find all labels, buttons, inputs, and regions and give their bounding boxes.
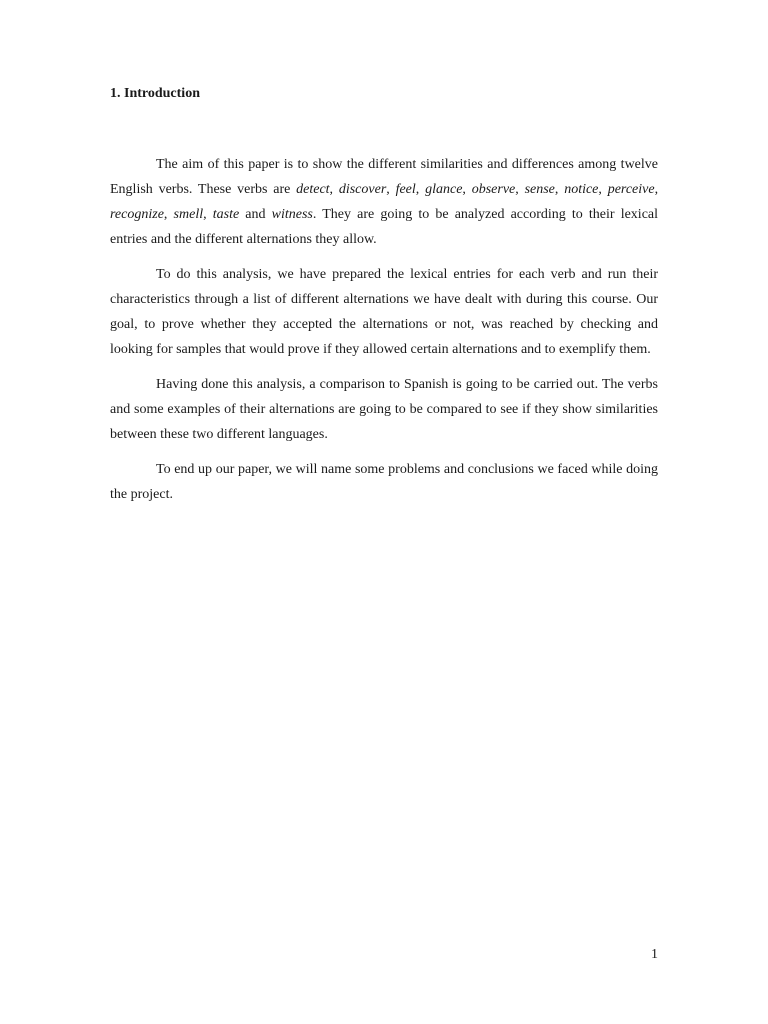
verb-feel: feel [395, 182, 416, 197]
verb-glance: glance [425, 182, 463, 197]
paragraph-1 [110, 152, 658, 252]
separator: , [554, 182, 565, 197]
body-text [110, 152, 658, 517]
paragraph-2: To do this analysis, we have prepared the lexical entries for each verb and run their characteristics through a list of different alternations we have dealt with during this course. Our goal, to prove whether they accepted the alternations or not, was reached by checking and looking for samples that would prove if they allowed certain alternations and to exemplify them. [110, 267, 658, 357]
verb-observe: observe [471, 182, 516, 197]
separator: , [598, 182, 608, 197]
separator: , [386, 182, 396, 197]
separator: , [462, 182, 472, 197]
separator: , [415, 182, 426, 197]
paragraph-4: To end up our paper, we will name some problems and conclusions we faced while doing the project. [110, 462, 658, 502]
verb-smell: smell [173, 207, 204, 222]
verb-notice: notice [564, 182, 599, 197]
separator: , [329, 182, 339, 197]
separator: , [163, 207, 174, 222]
separator: , [515, 182, 525, 197]
page-number: 1 [651, 947, 658, 962]
section-heading: 1. Introduction [110, 86, 200, 101]
verb-taste: taste [212, 207, 240, 222]
conjunction: and [239, 207, 272, 222]
verb-discover: discover [338, 182, 387, 197]
paragraph-1-outro: . They are going to be analyzed according to their lexical entries and the different alternations they allow. [110, 207, 659, 247]
paragraph-1-intro: The aim of this paper is to show the different similarities and differences among twelve English verbs. These verbs are [110, 157, 658, 197]
verb-detect: detect [296, 182, 330, 197]
separator: , [654, 182, 659, 197]
verb-perceive: perceive [607, 182, 655, 197]
paragraph-3: Having done this analysis, a comparison to Spanish is going to be carried out. The verbs and some examples of their alternations are going to be compared to see if they show similarities between these two different languages. [110, 377, 658, 442]
verb-witness: witness [271, 207, 313, 222]
verb-recognize: recognize [110, 207, 164, 222]
verb-sense: sense [524, 182, 555, 197]
separator: , [203, 207, 213, 222]
